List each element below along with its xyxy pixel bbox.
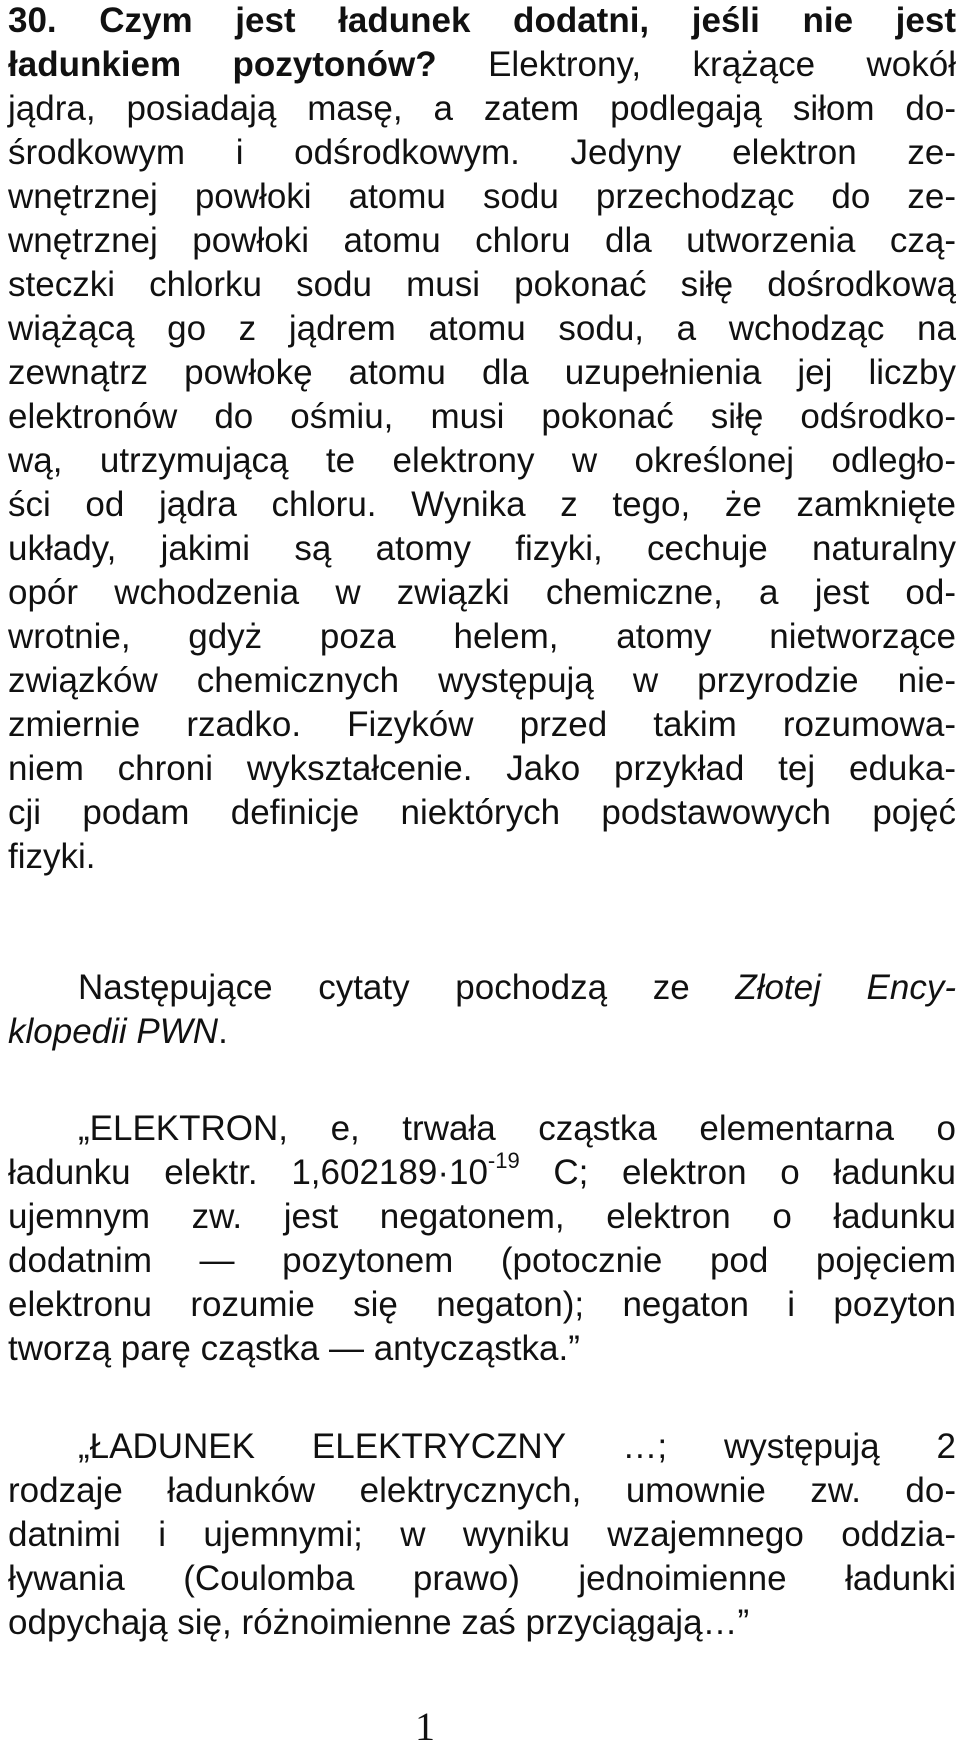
paragraph-line: niem chroni wykształcenie. Jako przykład tej eduka- xyxy=(8,749,956,788)
paragraph-line: opór wchodzenia w związki chemiczne, a jest od- xyxy=(8,573,956,612)
quote-charge-line: ływania (Coulomba prawo) jednoimienne ładunki xyxy=(8,1559,956,1598)
source-note-line-1 xyxy=(78,965,956,1011)
heading-line-2 xyxy=(8,42,956,88)
quote-charge-line: „ŁADUNEK ELEKTRYCZNY …; występują 2 xyxy=(78,1427,956,1466)
charge-exponent: -19 xyxy=(487,1148,520,1173)
quote-charge-line: rodzaje ładunków elektrycznych, umownie zw. do- xyxy=(8,1471,956,1510)
quote-charge-line: datnimi i ujemnymi; w wyniku wzajemnego oddzia- xyxy=(8,1515,956,1554)
paragraph-line: związków chemicznych występują w przyrodzie nie- xyxy=(8,661,956,700)
source-note-line-2 xyxy=(8,1009,956,1055)
quote-electron-line: elektronu rozumie się negaton); negaton i pozyton xyxy=(8,1285,956,1324)
source-note-period: . xyxy=(218,1012,228,1051)
quote-charge-line: odpychają się, różnoimienne zaś przyciągają…” xyxy=(8,1603,750,1642)
paragraph-line: steczki chlorku sodu musi pokonać siłę dośrodkową xyxy=(8,265,956,304)
paragraph-line: elektronów do ośmiu, musi pokonać siłę odśrodko- xyxy=(8,397,956,436)
paragraph-line: wnętrznej powłoki atomu sodu przechodząc do ze- xyxy=(8,177,956,216)
paragraph-line: wiążącą go z jądrem atomu sodu, a wchodząc na xyxy=(8,309,956,348)
paragraph-line: fizyki. xyxy=(8,837,96,876)
page-number: 1 xyxy=(415,1704,435,1749)
heading-line-1: 30. Czym jest ładunek dodatni, jeśli nie jest xyxy=(8,1,956,40)
paragraph-line: wnętrznej powłoki atomu chloru dla utworzenia czą- xyxy=(8,221,956,260)
paragraph-line: środkowym i odśrodkowym. Jedyny elektron ze- xyxy=(8,133,956,172)
paragraph-line: układy, jakimi są atomy fizyki, cechuje naturalny xyxy=(8,529,956,568)
charge-value-text: ładunku elektr. 1,602189·10 xyxy=(8,1153,488,1192)
paragraph-line: cji podam definicje niektórych podstawowych pojęć xyxy=(8,793,956,832)
paragraph-line: wą, utrzymującą te elektrony w określonej odległo- xyxy=(8,441,956,480)
paragraph-line: ści od jądra chloru. Wynika z tego, że zamknięte xyxy=(8,485,956,524)
paragraph-line: zmiernie rzadko. Fizyków przed takim rozumowa- xyxy=(8,705,956,744)
quote-electron-line xyxy=(8,1150,956,1196)
heading-question-end: ładunkiem pozytonów? xyxy=(8,45,437,84)
paragraph-line: jądra, posiadają masę, a zatem podlegają siłom do- xyxy=(8,89,956,128)
encyclopedia-title-end: klopedii PWN xyxy=(8,1012,219,1051)
paragraph-line: wrotnie, gdyż poza helem, atomy nietworzące xyxy=(8,617,956,656)
quote-electron-line: dodatnim — pozytonem (potocznie pod pojęciem xyxy=(8,1241,956,1280)
quote-electron-line: tworzą parę cząstka — antycząstka.” xyxy=(8,1329,580,1368)
quote-electron-line: ujemnym zw. jest negatonem, elektron o ładunku xyxy=(8,1197,956,1236)
paragraph-line: zewnątrz powłokę atomu dla uzupełnienia jej liczby xyxy=(8,353,956,392)
charge-unit-text: C; elektron o ładunku xyxy=(519,1153,956,1192)
quote-electron-line: „ELEKTRON, e, trwała cząstka elementarna o xyxy=(78,1109,956,1148)
source-note-text: Następujące cytaty pochodzą ze xyxy=(78,968,736,1007)
encyclopedia-title: Złotej Ency- xyxy=(735,968,957,1007)
paragraph-text: Elektrony, krążące wokół xyxy=(436,45,956,84)
